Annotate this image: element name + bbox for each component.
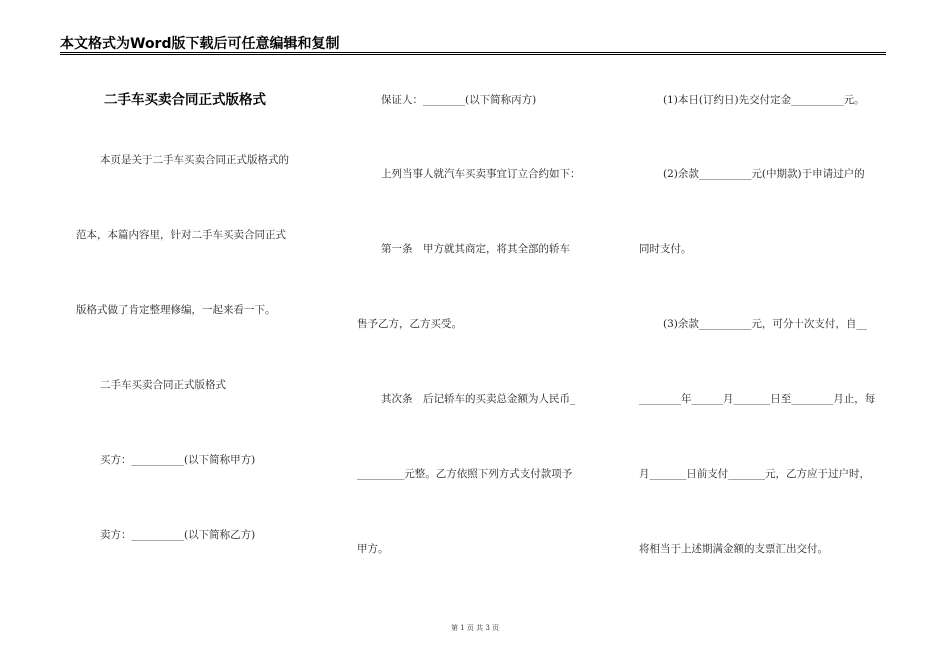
document-header-title: 本文格式为Word版下载后可任意编辑和复制: [60, 36, 340, 52]
seller-line: 卖方：__________(以下简称乙方): [100, 529, 256, 541]
middle-paragraph-line: 上列当事人就汽车买卖事宜订立合约如下：: [381, 168, 581, 180]
contract-title: 二手车买卖合同正式版格式: [104, 92, 266, 108]
guarantor-line: 保证人：________(以下简称丙方): [381, 94, 537, 106]
installment-clause-line: (3)余款__________元，可分十次支付，自__: [663, 318, 867, 330]
balance-clause-line: (2)余款__________元(中期款)于申请过户的: [663, 168, 865, 180]
left-subtitle: 二手车买卖合同正式版格式: [100, 379, 226, 391]
middle-paragraph-line: 售予乙方，乙方买受。: [357, 318, 462, 330]
page-number: 第 1 页 共 3 页: [450, 624, 500, 632]
left-paragraph-line: 版格式做了肯定整理修编，一起来看一下。: [76, 304, 276, 316]
deposit-clause-line: (1)本日(订约日)先交付定金__________元。: [663, 94, 865, 106]
right-paragraph-line: 将相当于上述期满金额的支票汇出交付。: [639, 543, 828, 555]
right-paragraph-line: 月_______日前支付_______元，乙方应于过户时，: [639, 468, 870, 480]
buyer-line: 买方：__________(以下简称甲方): [100, 454, 256, 466]
middle-paragraph-line: 甲方。: [357, 543, 389, 555]
left-paragraph-line: 本页是关于二手车买卖合同正式版格式的: [100, 154, 289, 166]
left-paragraph-line: 范本，本篇内容里，针对二手车买卖合同正式: [76, 229, 286, 241]
middle-paragraph-line: _________元整。乙方依照下列方式支付款项予: [357, 468, 573, 480]
right-paragraph-line: 同时支付。: [639, 243, 692, 255]
article-one-line: 第一条 甲方就其商定，将其全部的轿车: [381, 243, 570, 255]
article-two-line: 其次条 后记轿车的买卖总金额为人民币_: [381, 393, 576, 405]
header-divider: [60, 52, 886, 55]
right-paragraph-line: ________年______月_______日至________月止，每: [639, 393, 876, 405]
